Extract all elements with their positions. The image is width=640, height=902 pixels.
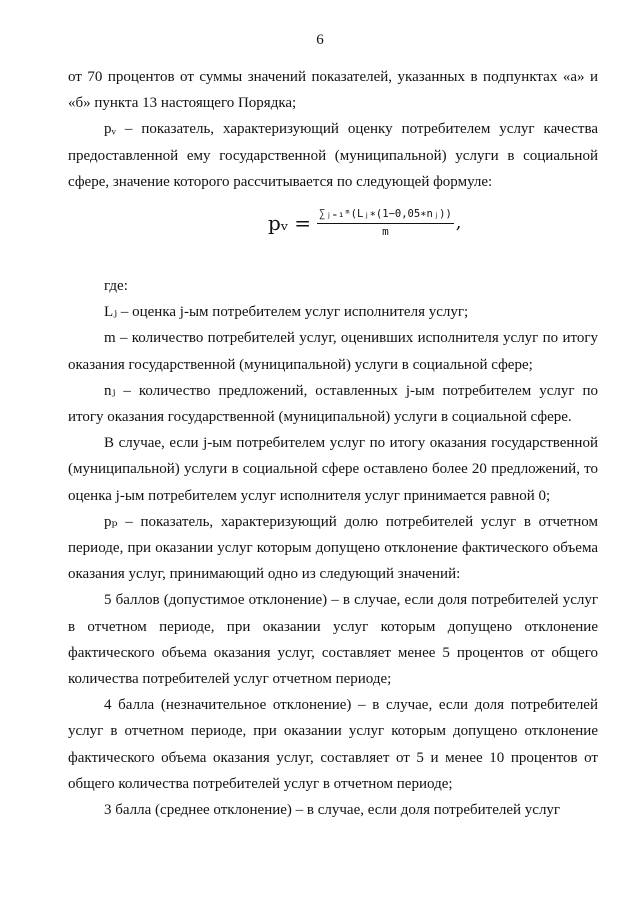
paragraph-5-points: 5 баллов (допустимое отклонение) – в случае, если доля потребителей услуг в отчетном периоде, при оказании услуг которым допущено отклонение фактического объема оказания услуг, составляет менее 5 процентов от общего количества потребителей услуг отчетном периоде; xyxy=(68,592,598,688)
paragraph-L-definition: Lⱼ – оценка j-ым потребителем услуг исполнителя услуг; xyxy=(104,304,469,321)
paragraph-pv-definition: pᵥ – показатель, характеризующий оценку потребителем услуг качества предоставленной ему государственной (муниципальной) услуги в социальной сфере, значение которого рассчитывается по следующей формуле: xyxy=(68,121,598,190)
paragraph-continuation: от 70 процентов от суммы значений показателей, указанных в подпунктах «а» и «б» пункта 13 настоящего Порядка; xyxy=(68,69,598,112)
formula-fraction xyxy=(317,207,454,240)
paragraph-4-points: 4 балла (незначительное отклонение) – в случае, если доля потребителей услуг в отчетном периоде, при оказании услуг которым допущено отклонение фактического объема оказания услуг, составляет от 5 и менее 10 процентов от общего количества потребителей услуг в отчетном периоде; xyxy=(68,697,598,792)
formula-pv xyxy=(68,205,598,265)
page-number: 6 xyxy=(316,32,324,48)
document-body xyxy=(68,64,598,823)
paragraph-n-definition: nⱼ – количество предложений, оставленных j-ым потребителем услуг по итогу оказания государственной (муниципальной) услуги в социальной сфере. xyxy=(68,382,598,426)
paragraph-m-definition: m – количество потребителей услуг, оценивших исполнителя услуг по итогу оказания государственной (муниципальной) услуги в социальной сфере; xyxy=(68,330,598,373)
paragraph-3-points: 3 балла (среднее отклонение) – в случае, если доля потребителей услуг xyxy=(104,802,561,819)
formula-equals: = xyxy=(294,211,312,236)
formula-denominator: m xyxy=(382,225,389,239)
formula-lhs: pᵥ xyxy=(268,211,289,236)
formula-comma: , xyxy=(455,212,462,234)
formula-numerator: ∑ⱼ₌₁ᵐ(Lⱼ∗(1−0,05∗nⱼ)) xyxy=(317,207,454,224)
paragraph-where: где: xyxy=(104,278,128,295)
paragraph-case-20: В случае, если j-ым потребителем услуг по итогу оказания государственной (муниципальной) услуги в социальной сфере оставлено более 20 предложений, то оценка j-ым потребителем услуг исполнителя услуг принимается равной 0; xyxy=(68,435,598,504)
paragraph-pp-definition: pₚ – показатель, характеризующий долю потребителей услуг в отчетном периоде, при оказании услуг которым допущено отклонение фактического объема оказания услуг, принимающий одно из следующий значений: xyxy=(68,513,598,583)
